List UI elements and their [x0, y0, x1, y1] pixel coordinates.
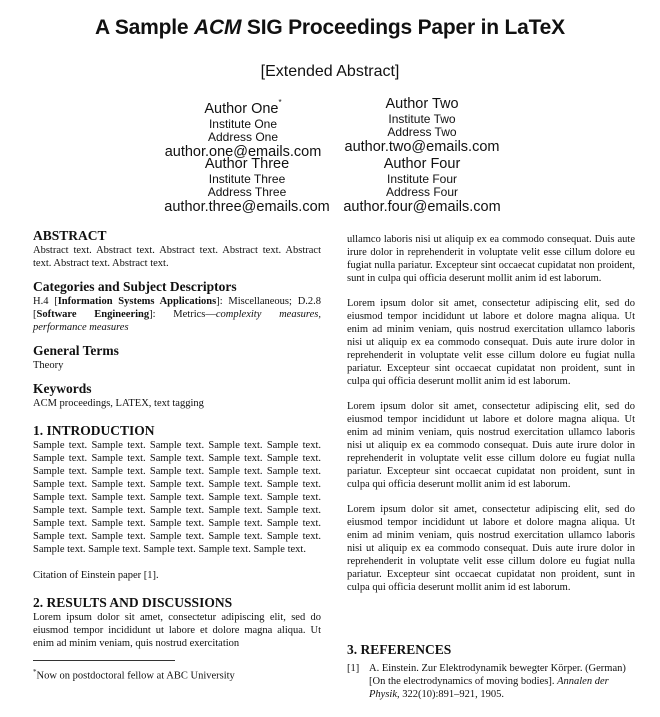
title-italic: ACM: [194, 16, 242, 39]
continued-paragraph: ullamco laboris nisi ut aliquip ex ea commodo consequat. Duis aute irure dolor in reprehenderit in voluptate velit esse cillum dolore eu fugiat nulla pariatur. Excepteur sint occaecat cupidatat non proident, sunt in culpa qui officia deserunt mollit anim id est laborum.: [347, 234, 635, 284]
author-name: Author Three: [204, 156, 290, 172]
body-paragraph: Lorem ipsum dolor sit amet, consectetur adipiscing elit, sed do eiusmod tempor incididunt ut labore et dolore magna aliqua. Ut enim ad minim veniam, quis nostrud exercitation ullamco laboris nisi ut aliquip ex ea commodo consequat. Duis aute irure dolor in reprehenderit in voluptate velit esse cillum dolore eu fugiat nulla pariatur. Excepteur sint occaecat cupidatat non proident, sunt in culpa qui officia deserunt mollit anim id est laborum.: [347, 401, 635, 490]
author-block-three: [147, 156, 347, 216]
author-address: Address Four: [385, 185, 459, 199]
body-paragraph: Lorem ipsum dolor sit amet, consectetur adipiscing elit, sed do eiusmod tempor incididunt ut labore et dolore magna aliqua. Ut enim ad minim veniam, quis nostrud exercitation ullamco laboris nisi ut aliquip ex ea commodo consequat. Duis aute irure dolor in reprehenderit in voluptate velit esse cillum dolore eu fugiat nulla pariatur. Excepteur sint occaecat cupidatat non proident, sunt in culpa qui officia deserunt mollit anim id est laborum.: [347, 504, 635, 593]
author-email: author.two@emails.com: [344, 139, 500, 155]
reference-item: [347, 662, 635, 701]
author-institute: Institute One: [208, 116, 278, 131]
author-address: Address Three: [207, 185, 287, 199]
introduction-text: Sample text. Sample text. Sample text. Sample text. Sample text. Sample text. Sample text. Sample text. Sample text. Sample text. Sample text. Sample text. Sample text. Sample text. Sample text. Sample text. Sample text. Sample text. Sample text. Sample text. Sample text. Sample text. Sample text. Sample text. Sample text. Sample text. Sample text. Sample text. Sample text. Sample text. Sample text. Sample text. Sample text. Sample text. Sample text. Sample text. Sample text. Sample text. Sample text. Sample text. Sample text. Sample text. Sample text. Sample text. Sample text.: [33, 440, 321, 555]
categories-text: H.4 [Information Systems Applications]: Miscellaneous; D.2.8 [Software Engineering]: Metrics—complexity measures, performance measures: [33, 296, 322, 333]
author-institute: Institute Three: [208, 172, 286, 186]
keywords-heading: Keywords: [33, 381, 92, 396]
author-name: Author Two: [385, 96, 459, 112]
author-address: Address One: [207, 129, 279, 144]
introduction-heading: 1. INTRODUCTION: [33, 423, 155, 438]
keywords-text: ACM proceedings, LATEX, text tagging: [33, 398, 204, 409]
results-heading: 2. RESULTS AND DISCUSSIONS: [33, 595, 233, 610]
right-column: [347, 233, 635, 606]
author-name: Author One*: [204, 98, 282, 117]
paper-title: A Sample ACM SIG Proceedings Paper in LaTeX: [95, 16, 565, 39]
general-terms-text: Theory: [33, 360, 64, 371]
author-institute: Institute Two: [388, 112, 456, 126]
abstract-text: Abstract text. Abstract text. Abstract text. Abstract text. Abstract text. Abstract text. Abstract text.: [33, 245, 321, 269]
abstract-heading: ABSTRACT: [33, 228, 107, 243]
author-block-one: [143, 96, 343, 161]
citation-text: Citation of Einstein paper [1].: [33, 570, 159, 581]
author-block-two: [322, 96, 522, 156]
author-email: author.four@emails.com: [343, 199, 501, 215]
body-paragraph: Lorem ipsum dolor sit amet, consectetur adipiscing elit, sed do eiusmod tempor incididunt ut labore et dolore magna aliqua. Ut enim ad minim veniam, quis nostrud exercitation ullamco laboris nisi ut aliquip ex ea commodo consequat. Duis aute irure dolor in reprehenderit in voluptate velit esse cillum dolore eu fugiat nulla pariatur. Excepteur sint occaecat cupidatat non proident, sunt in culpa qui officia deserunt mollit anim id est laborum.: [347, 298, 635, 387]
author-name: Author Four: [383, 156, 461, 172]
reference-text: A. Einstein. Zur Elektrodynamik bewegter Körper. (German) [On the electrodynamics of moving bodies]. Annalen der Physik, 322(10):891–921, 1905.: [369, 663, 626, 700]
references-section: [347, 642, 635, 701]
paper-subtitle: [Extended Abstract]: [260, 63, 400, 80]
general-terms-heading: General Terms: [33, 343, 119, 358]
footnote: *Now on postdoctoral fellow at ABC University: [33, 668, 235, 682]
reference-journal: Annalen der Physik: [369, 676, 609, 700]
categories-heading: Categories and Subject Descriptors: [33, 279, 237, 294]
references-heading: 3. REFERENCES: [347, 642, 452, 657]
reference-number: [1]: [347, 663, 360, 674]
author-block-four: [322, 156, 522, 216]
author-email: author.three@emails.com: [164, 199, 330, 215]
footnote-mark: *: [278, 98, 282, 107]
left-column: [33, 228, 321, 650]
author-address: Address Two: [387, 125, 457, 139]
author-institute: Institute Four: [386, 172, 458, 186]
footnote-rule: [33, 660, 175, 661]
author-email: author.one@emails.com: [164, 143, 322, 160]
results-text: Lorem ipsum dolor sit amet, consectetur adipiscing elit, sed do eiusmod tempor incididunt ut labore et dolore magna aliqua. Ut enim ad minim veniam, quis nostrud exercitation: [33, 612, 321, 649]
